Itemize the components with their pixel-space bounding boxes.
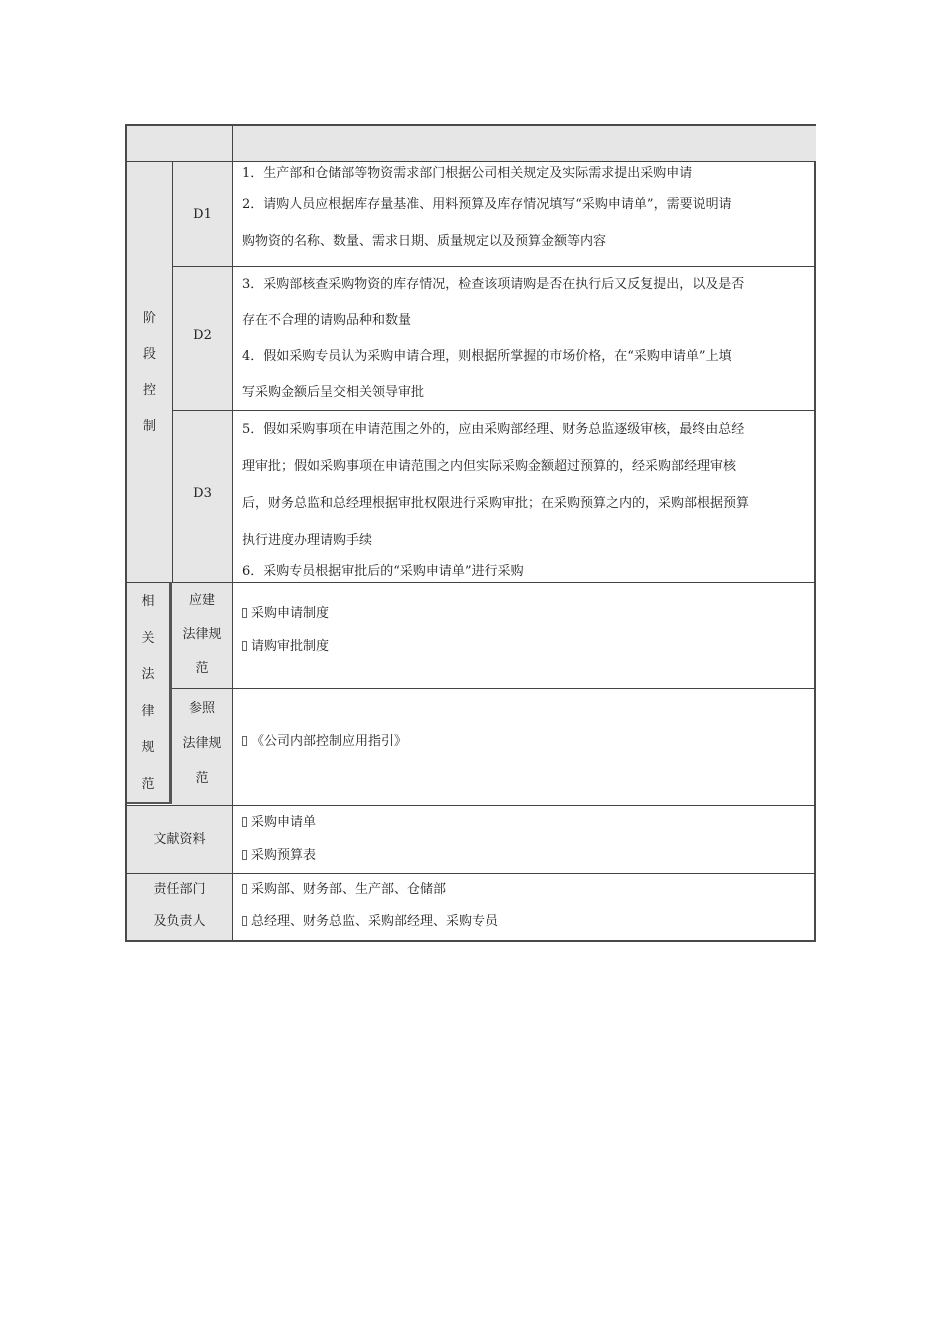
header-left-cell (127, 126, 232, 161)
should-build-content (232, 582, 816, 688)
item-text: 采购申请制度 (251, 606, 330, 621)
item-text: 采购部、财务部、生产部、仓储部 (251, 882, 447, 897)
header-right-cell (232, 126, 816, 161)
item-text: 请购审批制度 (251, 639, 330, 654)
regulations-label-cell (127, 582, 172, 804)
bullet-icon (242, 608, 247, 618)
stage-code: D3 (193, 486, 212, 501)
label-line: 及负责人 (153, 914, 206, 929)
item-text: 《公司内部控制应用指引》 (251, 734, 408, 749)
label-char: 段 (142, 347, 156, 362)
content-line: 5．假如采购事项在申请范围之外的，应由采购部经理、财务总监逐级审核，最终由总经 (242, 422, 745, 437)
list-item (242, 727, 808, 757)
stage-code-d1 (172, 161, 232, 266)
label-char: 关 (141, 630, 155, 646)
procurement-control-table (125, 124, 816, 942)
list-item (242, 597, 808, 630)
stage-code: D1 (193, 207, 212, 222)
content-line: 理审批；假如采购事项在申请范围之内但实际采购金额超过预算的，经采购部经理审核 (242, 459, 737, 474)
regulations-label (127, 584, 169, 803)
list-item (242, 906, 808, 938)
responsibility-content (232, 873, 816, 940)
content-line: 4．假如采购专员认为采购申请合理，则根据所掌握的市场价格，在“采购申请单”上填 (242, 349, 732, 364)
content-line: 写采购金额后呈交相关领导审批 (242, 385, 425, 400)
bullet-icon (242, 850, 247, 860)
label-char: 规 (141, 740, 155, 755)
label-char: 相 (141, 594, 155, 609)
list-item (242, 806, 808, 839)
content-line: 购物资的名称、数量、需求日期、质量规定以及预算金额等内容 (242, 234, 607, 249)
literature-content (232, 805, 816, 873)
content-line: 6．采购专员根据审批后的“采购申请单”进行采购 (242, 564, 524, 579)
should-build-label-cell (172, 582, 232, 688)
content-line: 执行进度办理请购手续 (242, 533, 373, 548)
should-build-label (172, 584, 232, 686)
literature-label: 文献资料 (153, 832, 206, 847)
item-text: 采购预算表 (251, 848, 317, 863)
list-item (242, 839, 808, 872)
label-char: 阶 (142, 311, 156, 326)
content-line: 后，财务总监和总经理根据审批权限进行采购审批；在采购预算之内的，采购部根据预算 (242, 496, 750, 511)
bullet-icon (242, 916, 247, 926)
label-line: 参照 (188, 701, 215, 716)
bullet-icon (242, 736, 247, 746)
label-line: 范 (195, 661, 209, 676)
label-char: 律 (141, 703, 155, 719)
stage-code-d3 (172, 410, 232, 582)
label-line: 范 (195, 771, 209, 786)
stage-content-d3 (232, 410, 816, 582)
content-line: 3．采购部核查采购物资的库存情况，检查该项请购是否在执行后又反复提出，以及是否 (242, 277, 745, 292)
label-line: 法律规 (182, 736, 222, 751)
stage-code: D2 (193, 328, 212, 343)
responsibility-label (127, 874, 232, 938)
stage-content-d2 (232, 266, 816, 410)
stage-control-label (127, 301, 172, 445)
stage-code-d2 (172, 266, 232, 410)
reference-content (232, 688, 816, 805)
label-line: 责任部门 (153, 882, 206, 897)
reference-label-cell (172, 688, 232, 805)
stage-content-d1 (232, 161, 816, 266)
bullet-icon (242, 817, 247, 827)
label-char: 范 (141, 776, 155, 792)
item-text: 采购申请单 (251, 815, 317, 830)
list-item (242, 630, 808, 663)
label-line: 应建 (188, 593, 215, 608)
label-char: 制 (142, 419, 156, 434)
responsibility-label-cell (127, 873, 232, 940)
stage-control-label-cell (127, 161, 172, 582)
bullet-icon (242, 884, 247, 894)
label-char: 法 (141, 667, 155, 682)
label-line: 法律规 (182, 627, 222, 642)
reference-label (172, 691, 232, 796)
bullet-icon (242, 641, 247, 651)
content-line: 存在不合理的请购品种和数量 (242, 313, 412, 328)
content-line: 1．生产部和仓储部等物资需求部门根据公司相关规定及实际需求提出采购申请 (242, 166, 693, 181)
item-text: 总经理、财务总监、采购部经理、采购专员 (251, 914, 499, 929)
content-line: 2．请购人员应根据库存量基准、用料预算及库存情况填写“采购申请单”，需要说明请 (242, 197, 732, 212)
list-item (242, 874, 808, 906)
label-char: 控 (142, 383, 156, 398)
literature-label-cell (127, 805, 232, 873)
